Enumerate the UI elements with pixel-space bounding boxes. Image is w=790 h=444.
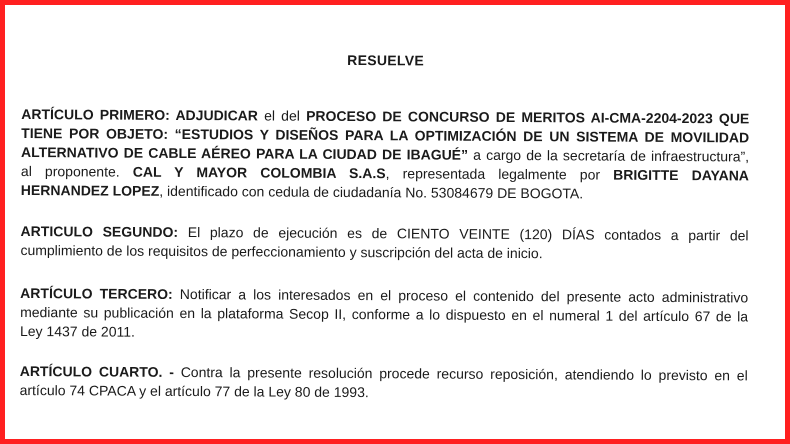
art1-heading: ARTÍCULO PRIMERO: ADJUDICAR — [21, 105, 258, 124]
art4-line-2: artículo 74 CPACA y el artículo 77 de la Ley 80 de 1993. — [19, 381, 369, 401]
art1-text: el del — [257, 107, 307, 124]
art3-line-3: Ley 1437 de 2011. — [19, 322, 135, 340]
art3-heading: ARTÍCULO TERCERO: — [20, 284, 173, 302]
art4-text: Contra la presente resolución procede recurso reposición, atendiendo lo previsto en el — [173, 363, 748, 384]
art4-heading: ARTÍCULO CUARTO. - — [19, 362, 174, 380]
art1-text: , identificado con cedula de ciudadanía No. 53084679 DE BOGOTA. — [159, 182, 584, 202]
art1-text: a cargo de la secretaría de infraestructura”, — [468, 146, 750, 165]
representative-surname: HERNANDEZ LOPEZ — [20, 181, 160, 199]
art3-text: Notificar a los interesados en el proceso el contenido del presente acto administrativo — [172, 285, 749, 306]
art1-line-2: TIENE POR OBJETO: “ESTUDIOS Y DISEÑOS PARA LA OPTIMIZACIÓN DE UN SISTEMA DE MOVILIDAD — [21, 124, 750, 146]
art2-line-2: cumplimiento de los requisitos de perfeccionamiento y suscripción del acta de inicio. — [20, 241, 543, 262]
articulo-tercero — [20, 284, 748, 345]
company-name: CAL Y MAYOR COLOMBIA S.A.S — [132, 163, 386, 182]
objeto-text: ALTERNATIVO DE CABLE AÉREO PARA LA CIUDAD DE IBAGUÉ” — [21, 143, 469, 163]
art1-text: al proponente. — [20, 162, 133, 180]
art1-text: , representada legalmente por — [385, 165, 614, 183]
art2-text: El plazo de ejecución es de CIENTO VEINTE (120) DÍAS contados a partir del — [178, 223, 749, 244]
representative-name: BRIGITTE DAYANA — [613, 166, 749, 184]
articulo-cuarto — [20, 362, 748, 404]
proceso-ref: PROCESO DE CONCURSO DE MERITOS AI-CMA-2204-2023 QUE — [306, 107, 750, 127]
section-title: RESUELVE — [347, 51, 425, 69]
articulo-segundo — [20, 222, 748, 264]
art3-line-2: mediante su publicación en la plataforma Secop II, conforme a lo dispuesto en el numeral 1 del artículo 67 de la — [20, 303, 749, 325]
articulo-primero — [21, 105, 750, 204]
art2-heading: ARTICULO SEGUNDO: — [20, 222, 179, 240]
